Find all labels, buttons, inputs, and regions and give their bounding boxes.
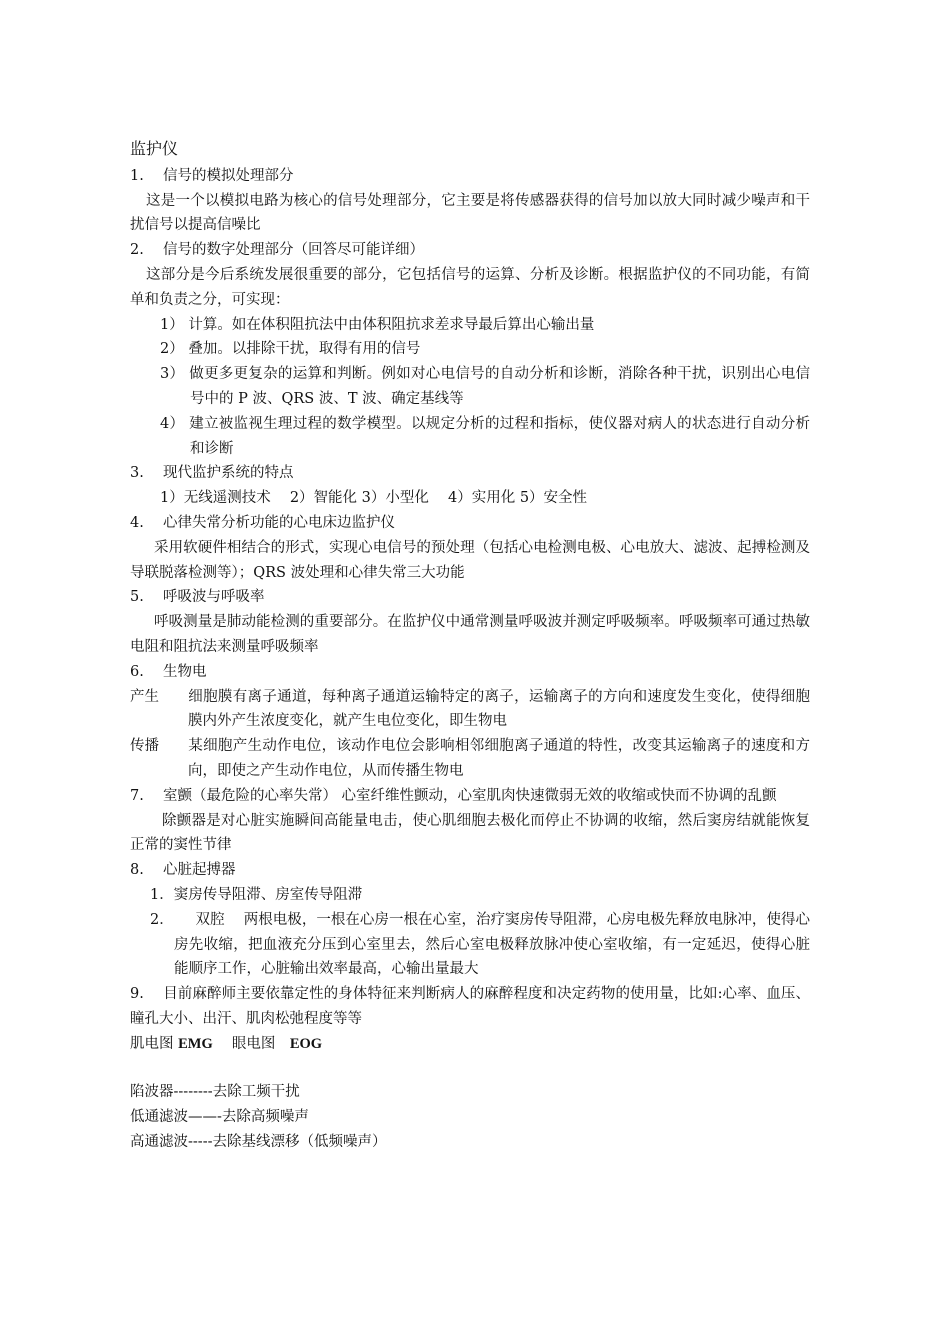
emg-code: EMG (178, 1035, 213, 1052)
filter-lowpass: 低通滤波——-去除高频噪声 (130, 1109, 309, 1126)
section-8-item-1: 1．窦房传导阻滞、房室传导阻滞 (150, 886, 363, 903)
section-3-heading: 3. 现代监护系统的特点 (130, 465, 294, 482)
definition-term: 传播 (130, 738, 159, 755)
page-title: 监护仪 (130, 139, 179, 158)
section-2-item-2: 2） 叠加。以排除干扰，取得有用的信号 (160, 341, 421, 358)
eog-code: EOG (289, 1035, 323, 1052)
definition-propagation (130, 734, 810, 784)
filter-highpass: 高通滤波-----去除基线漂移（低频噪声） (130, 1134, 387, 1151)
section-5-heading: 5. 呼吸波与呼吸率 (130, 589, 265, 606)
section-3-body: 1）无线遥测技术 2）智能化 3）小型化 4）实用化 5）安全性 (160, 490, 588, 507)
section-2-item-1: 1） 计算。如在体积阻抗法中由体积阻抗求差求导最后算出心输出量 (160, 316, 595, 333)
section-7-heading: 7. 室颤（最危险的心率失常） 心室纤维性颤动，心室肌肉快速微弱无效的收缩或快而不协调的乱颤 (130, 787, 777, 804)
eog-label: 眼电图 (212, 1035, 290, 1052)
section-4-heading: 4. 心律失常分析功能的心电床边监护仪 (130, 514, 395, 531)
section-1-body: 这是一个以模拟电路为核心的信号处理部分，它主要是将传感器获得的信号加以放大同时减少噪声和干扰信号以提高信噪比 (130, 192, 810, 234)
section-2-item-3: 3） 做更多更复杂的运算和判断。例如对心电信号的自动分析和诊断，消除各种干扰，识别出心电信号中的 P 波、QRS 波、T 波、确定基线等 (160, 366, 810, 407)
definition-generation (130, 685, 810, 735)
filter-notch: 陷波器--------去除工频干扰 (130, 1084, 300, 1101)
section-2-heading: 2. 信号的数字处理部分（回答尽可能详细） (130, 242, 424, 259)
section-9-heading: 9. 目前麻醉师主要依靠定性的身体特征来判断病人的麻醉程度和决定药物的使用量，比如:心率、血压、瞳孔大小、出汗、肌肉松弛程度等等 (130, 986, 810, 1027)
section-7-body: 除颤器是对心脏实施瞬间高能量电击，使心肌细胞去极化而停止不协调的收缩，然后窦房结就能恢复正常的窦性节律 (130, 812, 810, 854)
section-8-item-2: 2． 双腔 两根电极，一根在心房一根在心室，治疗窦房传导阻滞，心房电极先释放电脉冲，使得心房先收缩，把血液充分压到心室里去，然后心室电极释放脉冲使心室收缩，有一定延迟，使得心脏能顺序工作，心脏输出效率最高，心输出量最大 (150, 911, 810, 978)
section-6-heading: 6. 生物电 (130, 663, 207, 680)
definition-body: 细胞膜有离子通道，每种离子通道运输特定的离子，运输离子的方向和速度发生变化，使得细胞膜内外产生浓度变化，就产生电位变化，即生物电 (188, 688, 810, 730)
section-4-body: 采用软硬件相结合的形式，实现心电信号的预处理（包括心电检测电极、心电放大、滤波、起搏检测及导联脱落检测等）；QRS 波处理和心律失常三大功能 (130, 539, 810, 581)
definition-term: 产生 (130, 688, 159, 705)
section-2-body: 这部分是今后系统发展很重要的部分，它包括信号的运算、分析及诊断。根据监护仪的不同功能，有简单和负责之分，可实现： (130, 266, 810, 308)
definition-body: 某细胞产生动作电位，该动作电位会影响相邻细胞离子通道的特性，改变其运输离子的速度和方向，即使之产生动作电位，从而传播生物电 (188, 738, 810, 779)
spacer (130, 1056, 810, 1080)
section-2-item-4: 4） 建立被监视生理过程的数学模型。以规定分析的过程和指标，使仪器对病人的状态进行自动分析和诊断 (160, 415, 810, 457)
section-5-body: 呼吸测量是肺动能检测的重要部分。在监护仪中通常测量呼吸波并测定呼吸频率。呼吸频率可通过热敏电阻和阻抗法来测量呼吸频率 (130, 614, 810, 655)
emg-eog-line (130, 1032, 810, 1057)
section-8-heading: 8. 心脏起搏器 (130, 862, 236, 879)
document-page (130, 137, 810, 1155)
section-1-heading: 1. 信号的模拟处理部分 (130, 167, 294, 184)
emg-label: 肌电图 (130, 1035, 179, 1052)
